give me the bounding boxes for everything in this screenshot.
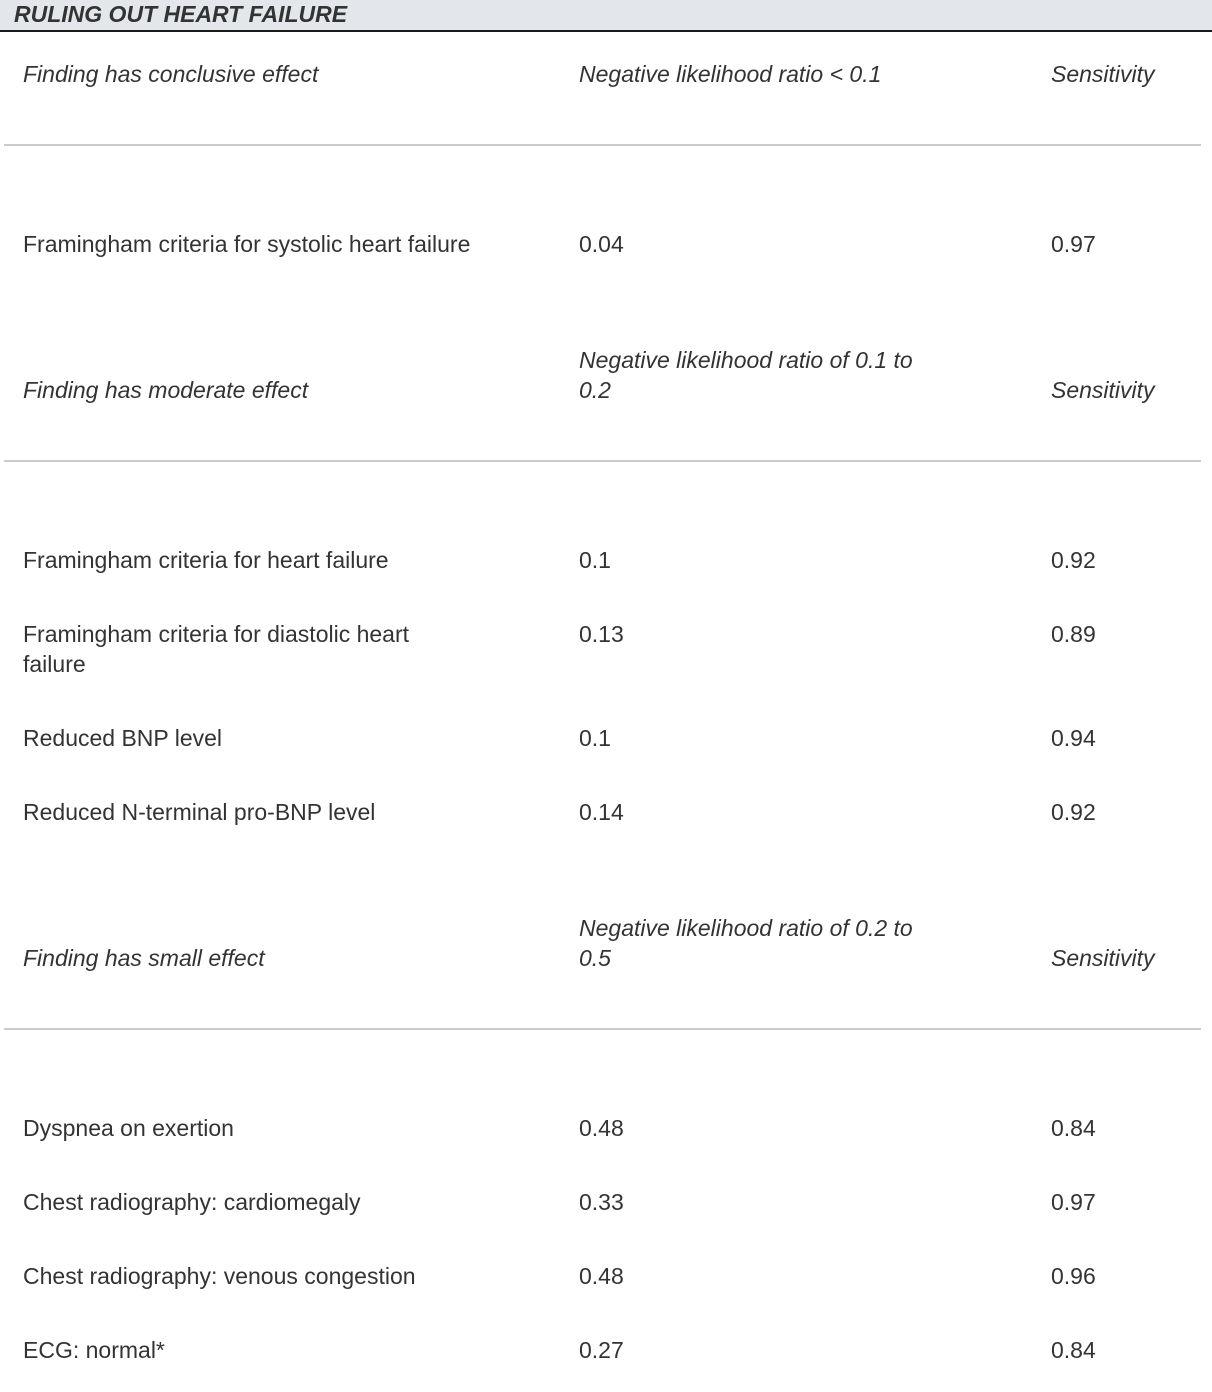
- header-sensitivity-small: Sensitivity: [1051, 945, 1155, 971]
- header-divider: [4, 460, 1201, 462]
- header-ratio-conclusive: Negative likelihood ratio < 0.1: [579, 61, 882, 87]
- row-ratio: 0.13: [579, 621, 624, 647]
- header-ratio-small: Negative likelihood ratio of 0.2 to 0.5: [579, 915, 913, 971]
- row-finding: Chest radiography: cardiomegaly: [23, 1189, 361, 1215]
- row-ratio: 0.14: [579, 799, 624, 825]
- row-ratio: 0.04: [579, 231, 624, 257]
- row-finding: Chest radiography: venous congestion: [23, 1263, 416, 1289]
- row-sensitivity: 0.89: [1051, 621, 1096, 647]
- header-sensitivity-moderate: Sensitivity: [1051, 377, 1155, 403]
- row-ratio: 0.48: [579, 1263, 624, 1289]
- row-finding: Framingham criteria for systolic heart failure: [23, 231, 471, 257]
- row-ratio: 0.48: [579, 1115, 624, 1141]
- row-sensitivity: 0.92: [1051, 799, 1096, 825]
- row-finding: Framingham criteria for heart failure: [23, 547, 389, 573]
- row-finding: Dyspnea on exertion: [23, 1115, 234, 1141]
- row-sensitivity: 0.96: [1051, 1263, 1096, 1289]
- row-finding: Reduced BNP level: [23, 725, 223, 751]
- row-sensitivity: 0.84: [1051, 1115, 1096, 1141]
- header-divider: [4, 144, 1201, 146]
- table-title: RULING OUT HEART FAILURE: [14, 1, 348, 27]
- row-sensitivity: 0.94: [1051, 725, 1096, 751]
- row-ratio: 0.1: [579, 725, 611, 751]
- header-finding-conclusive: Finding has conclusive effect: [23, 61, 319, 87]
- row-ratio: 0.27: [579, 1337, 624, 1363]
- header-ratio-moderate: Negative likelihood ratio of 0.1 to 0.2: [579, 347, 913, 403]
- row-sensitivity: 0.97: [1051, 231, 1096, 257]
- row-ratio: 0.33: [579, 1189, 624, 1215]
- row-sensitivity: 0.84: [1051, 1337, 1096, 1363]
- row-sensitivity: 0.97: [1051, 1189, 1096, 1215]
- row-sensitivity: 0.92: [1051, 547, 1096, 573]
- header-finding-small: Finding has small effect: [23, 945, 265, 971]
- row-finding: Reduced N-terminal pro-BNP level: [23, 799, 376, 825]
- row-finding: Framingham criteria for diastolic heart failure: [23, 621, 410, 677]
- header-sensitivity-conclusive: Sensitivity: [1051, 61, 1155, 87]
- header-finding-moderate: Finding has moderate effect: [23, 377, 309, 403]
- header-divider: [4, 1028, 1201, 1030]
- row-finding: ECG: normal*: [23, 1337, 165, 1363]
- table-title-bar: [0, 0, 1212, 32]
- row-ratio: 0.1: [579, 547, 611, 573]
